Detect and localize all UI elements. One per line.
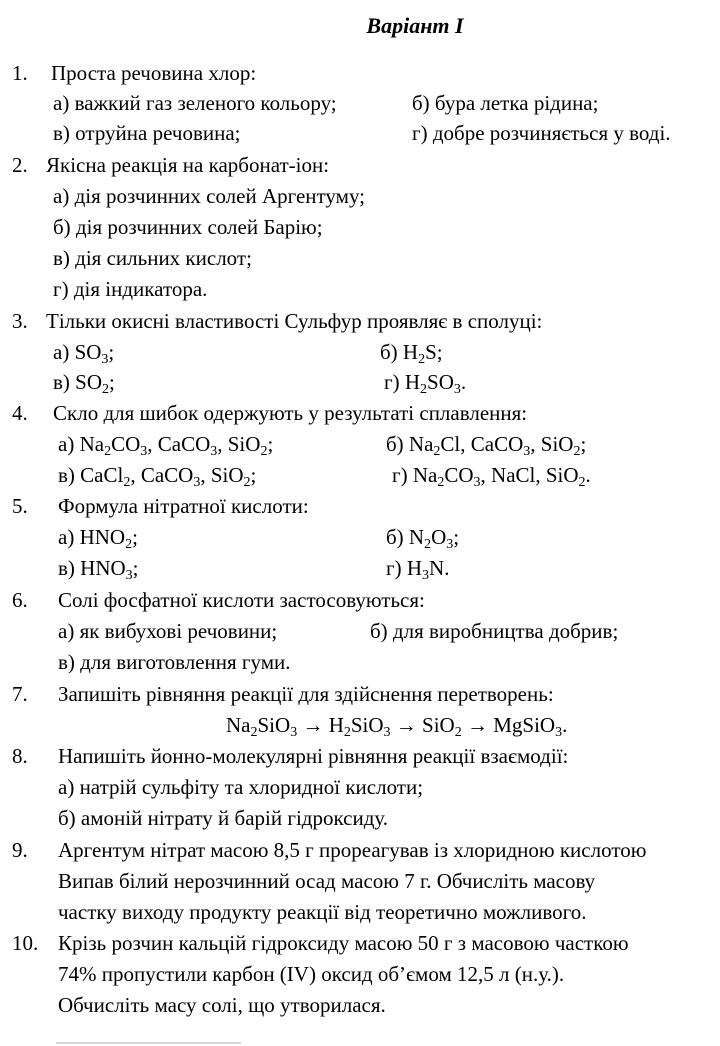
q1-option-b: б) бура летка рідина; — [412, 91, 599, 115]
q3-option-c: в) $SO_2$; — [53, 370, 115, 397]
q10-line-3: Обчисліть масу солі, що утворилася. — [58, 993, 386, 1017]
q1-option-a: а) важкий газ зеленого кольору; — [53, 91, 337, 115]
q1-option-c: в) отруйна речовина; — [53, 121, 241, 145]
variant-title: Варіант І — [366, 13, 464, 38]
q5-text: Формула нітратної кислоти: — [58, 494, 309, 518]
q7-text: Запишіть рівняння реакції для здійснення перетворень: — [58, 682, 554, 706]
q9-line-2: Випав білий нерозчинний осад масою 7 г. Обчисліть масову — [58, 869, 596, 893]
q8-number: 8. — [12, 744, 28, 768]
q10-line-2: 74% пропустили карбон (IV) оксид об’ємом 12,5 л (н.у.). — [58, 962, 565, 986]
q5-option-c: в) $HNO_3$; — [58, 556, 139, 583]
q7-number: 7. — [12, 682, 28, 706]
q4-option-a: а) $Na_2CO_3$, CaCO$_3$, SiO$_2$; — [58, 432, 274, 459]
q5-option-a: а) $HNO_2$; — [58, 525, 138, 552]
q5-option-b: б) $N_2O_3$; — [386, 525, 460, 552]
q8-option-a: а) натрій сульфіту та хлоридної кислоти; — [58, 775, 424, 799]
q7-scheme: $Na_2SiO_3 \to H_2SiO_3 \to SiO_2$ → MgSiO$_3$. — [226, 713, 568, 740]
q2-option-d: г) дія індикатора. — [53, 277, 208, 301]
q8-option-b: б) амоній нітрату й барій гідроксиду. — [58, 806, 389, 830]
q3-option-b: б) $H_2S$; — [380, 340, 443, 367]
q4-text: Скло для шибок одержують у результаті сплавлення: — [53, 401, 528, 425]
q9-line-1: Аргентум нітрат масою 8,5 г прореагував із хлоридною кислотою — [58, 838, 647, 862]
q1-number: 1. — [12, 61, 28, 85]
q5-number: 5. — [12, 494, 28, 518]
q2-option-b: б) дія розчинних солей Барію; — [53, 215, 323, 239]
q3-option-d: г) $H_2SO_3$. — [384, 370, 467, 397]
q2-option-c: в) дія сильних кислот; — [53, 246, 252, 270]
q2-text: Якісна реакція на карбонат-іон: — [46, 153, 330, 177]
q5-option-d: г) $H_3N$. — [386, 556, 450, 583]
q8-text: Напишіть йонно-молекулярні рівняння реакції взаємодії: — [58, 744, 569, 768]
q3-option-a: а) $SO_3$; — [53, 340, 115, 367]
q2-option-a: а) дія розчинних солей Аргентуму; — [53, 184, 365, 208]
q4-option-c: в) CaCl$_2$, CaCO$_3$, SiO$_2$; — [58, 463, 257, 490]
q10-line-1: Крізь розчин кальцій гідроксиду масою 50 г з масовою часткою — [58, 931, 629, 955]
q6-option-a: а) як вибухові речовини; — [58, 619, 278, 643]
q6-option-b: б) для виробництва добрив; — [370, 619, 619, 643]
q6-option-c: в) для виготовлення гуми. — [58, 650, 291, 674]
q9-line-3: частку виходу продукту реакції від теоретично можливого. — [58, 900, 587, 924]
q6-text: Солі фосфатної кислоти застосовуються: — [58, 588, 425, 612]
q10-number: 10. — [12, 931, 39, 955]
q9-number: 9. — [12, 838, 28, 862]
q4-option-b: б) $Na_2Cl$, CaCO$_3$, SiO$_2$; — [386, 432, 587, 459]
q4-number: 4. — [12, 401, 28, 425]
q2-number: 2. — [12, 153, 28, 177]
q4-option-d: г) $Na_2CO_3$, NaCl, SiO$_2$. — [392, 463, 591, 490]
q6-number: 6. — [12, 588, 28, 612]
q1-text: Проста речовина хлор: — [51, 61, 257, 85]
bottom-divider — [56, 1042, 241, 1044]
q3-text: Тільки окисні властивості Сульфур проявляє в сполуці: — [46, 309, 543, 333]
q1-option-d: г) добре розчиняється у воді. — [412, 121, 671, 145]
q3-number: 3. — [12, 309, 28, 333]
